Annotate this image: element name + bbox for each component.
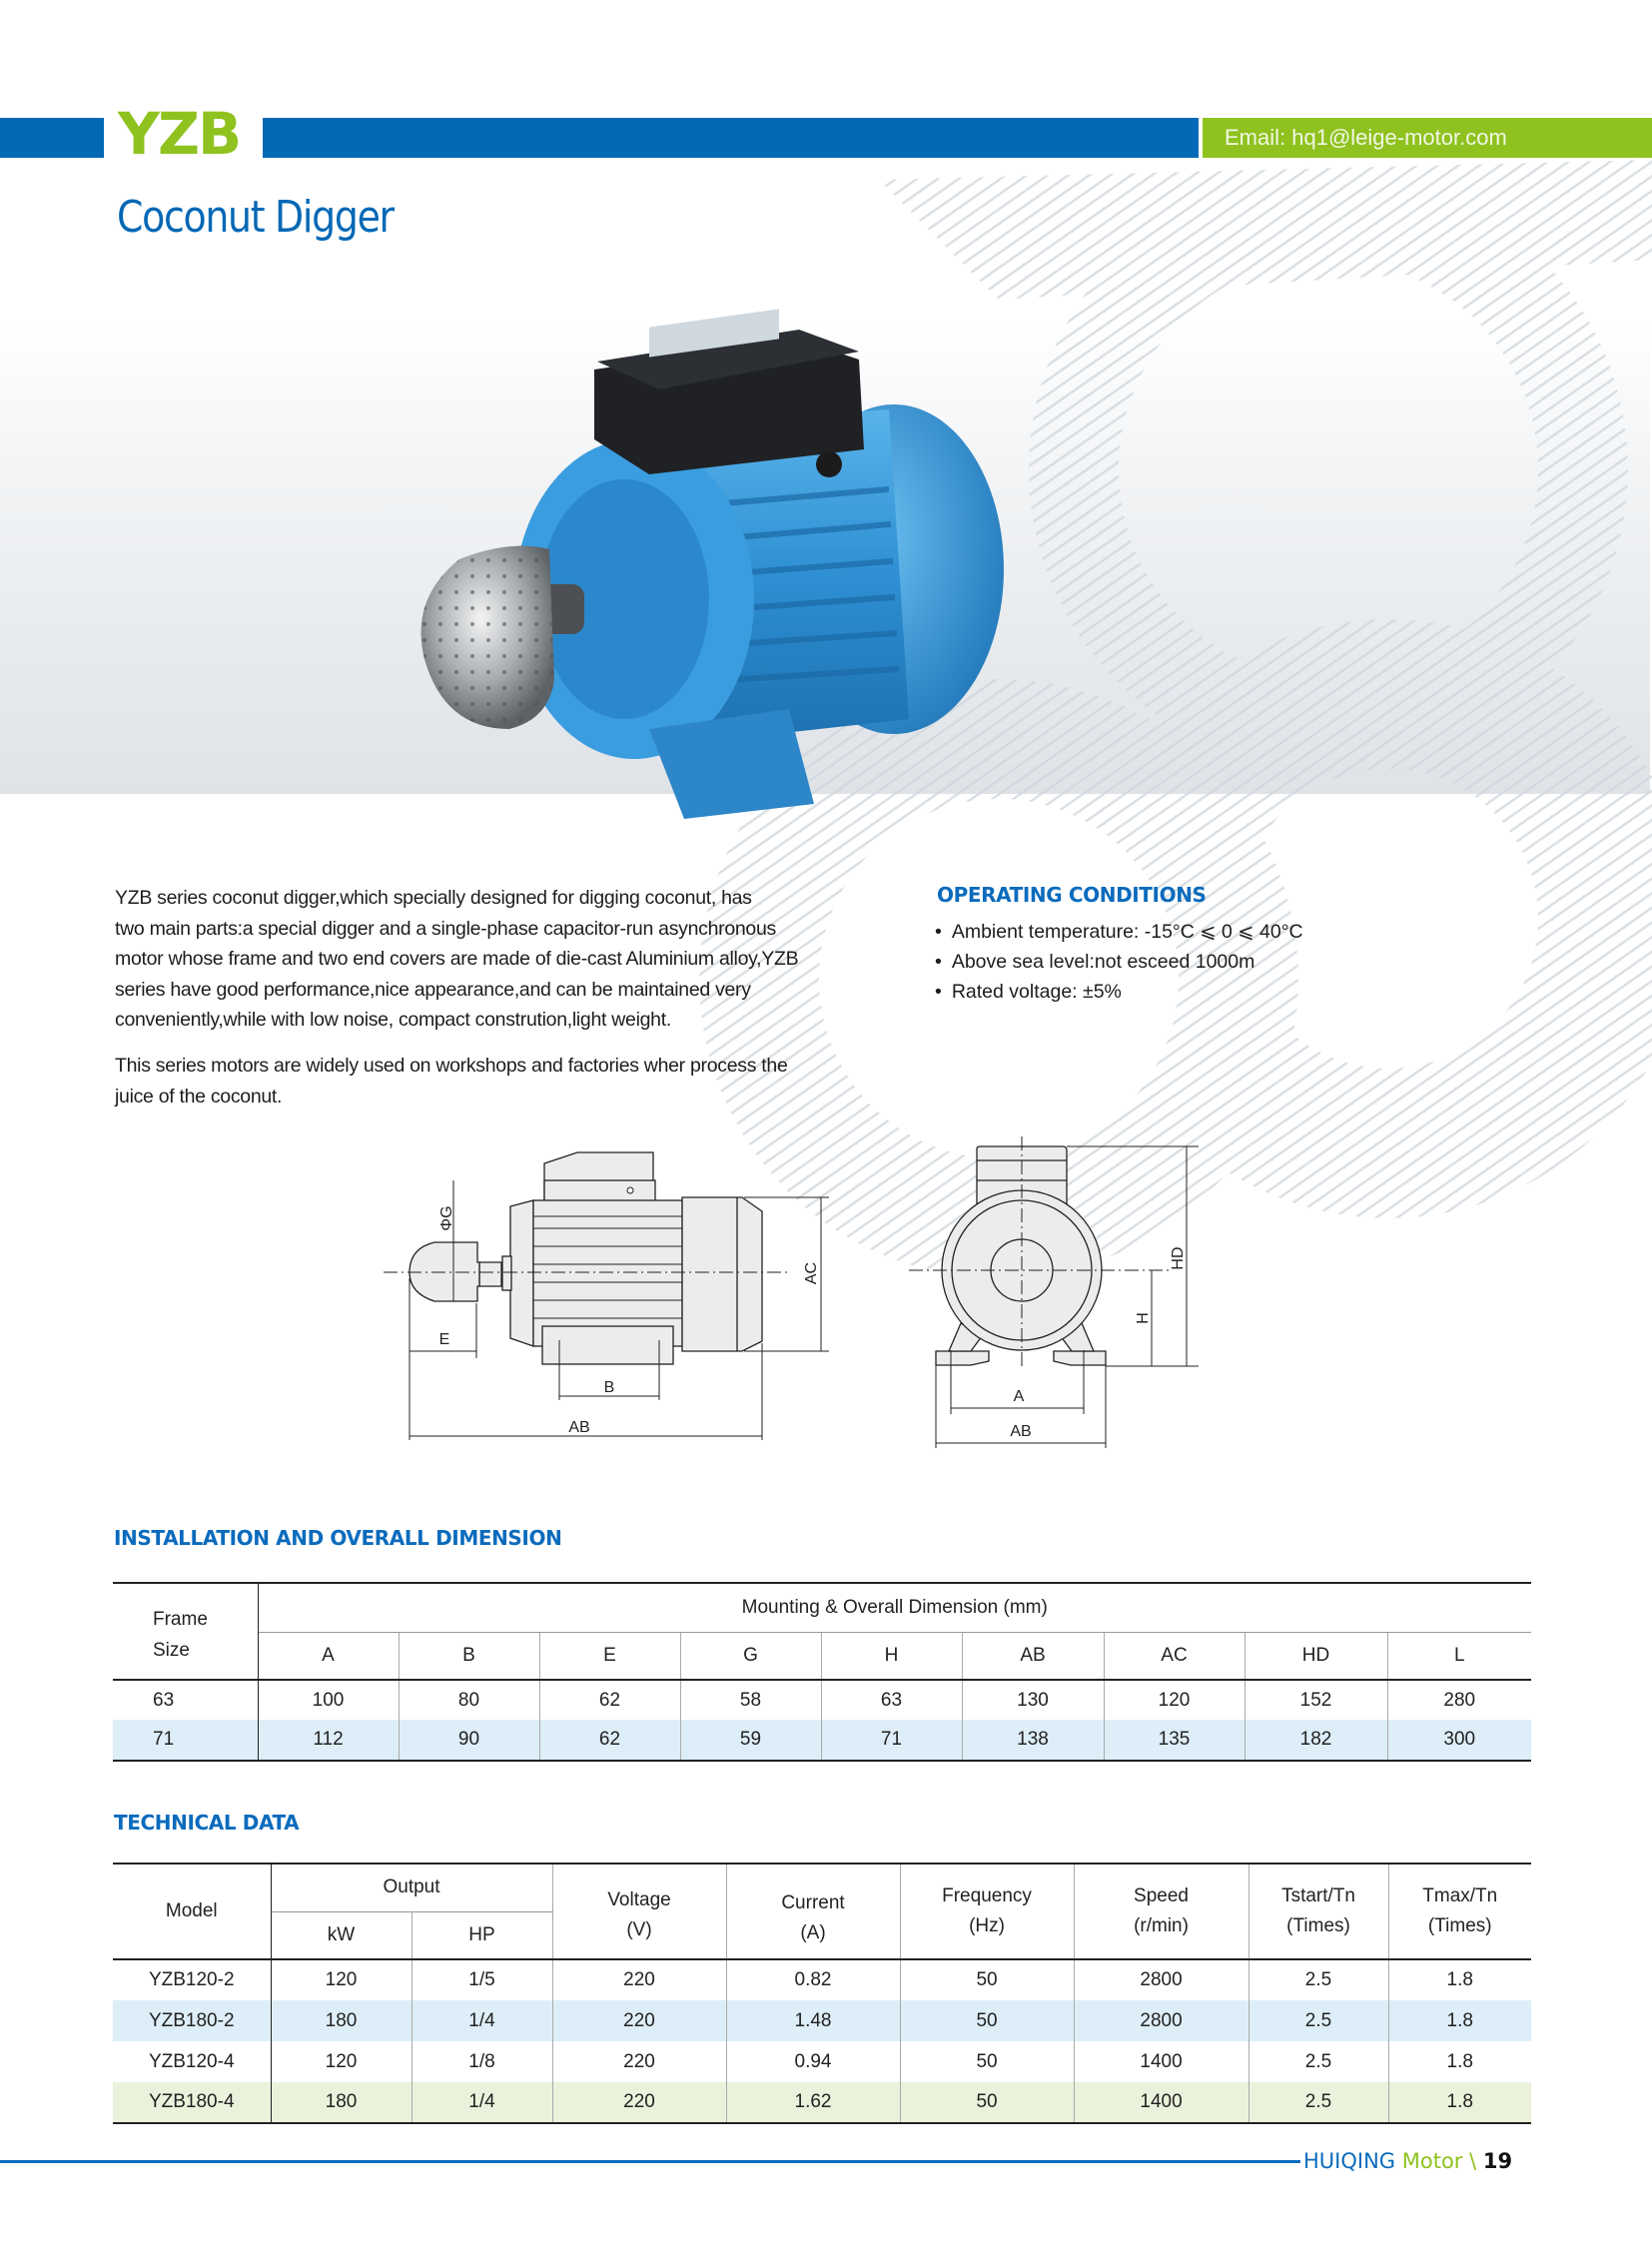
col-header-b: B (399, 1632, 539, 1680)
model-header: Model (113, 1864, 271, 1959)
kw-header: kW (271, 1911, 412, 1959)
dim-label-e: E (438, 1331, 450, 1348)
table-row: YZB180-2 180 1/4 220 1.48 50 2800 2.5 1.8 (113, 2000, 1531, 2041)
col-header-g: G (680, 1632, 821, 1680)
installation-heading: INSTALLATION AND OVERALL DIMENSION (114, 1526, 562, 1550)
table-row: 71 112 90 62 59 71 138 135 182 300 (113, 1720, 1531, 1761)
table-row: YZB120-4 120 1/8 220 0.94 50 1400 2.5 1.8 (113, 2041, 1531, 2082)
col-header-a: A (258, 1632, 399, 1680)
description-paragraph-2: This series motors are widely used on workshops and factories wher process the juice of the coconut. (115, 1055, 788, 1108)
header-bar-left (0, 118, 104, 158)
speed-header: Speed (r/min) (1074, 1864, 1248, 1959)
side-view-dimension-drawing (370, 1119, 829, 1448)
tmax-header: Tmax/Tn (Times) (1422, 1885, 1498, 1936)
table-row: YZB120-2 120 1/5 220 0.82 50 2800 2.5 1.8 (113, 1959, 1531, 2000)
frame-size-header: Frame Size (113, 1583, 258, 1680)
table-row: 63 100 80 62 58 63 130 120 152 280 (113, 1680, 1531, 1720)
condition-item: • Rated voltage: ±5% (933, 977, 1303, 1007)
dim-label-a: A (1013, 1388, 1025, 1405)
col-header-l: L (1453, 1644, 1465, 1666)
dim-label-g: ΦG (438, 1205, 455, 1231)
condition-item: • Ambient temperature: -15°C ⩽ 0 ⩽ 40°C (933, 917, 1303, 947)
current-header: Current (A) (726, 1864, 900, 1959)
technical-data-table (113, 1863, 1531, 2124)
hp-header: HP (412, 1911, 552, 1959)
col-header-e: E (539, 1632, 680, 1680)
product-photo (419, 300, 1059, 819)
footer-brand-primary: HUIQING (1303, 2149, 1396, 2173)
product-title: Coconut Digger (117, 192, 394, 243)
frequency-header: Frequency (Hz) (900, 1864, 1074, 1959)
col-header-ac: AC (1104, 1632, 1244, 1680)
description-paragraph-1: YZB series coconut digger,which specially designed for digging coconut, has two main parts:a special digger and a single-phase capacitor-run asynchronous motor whose frame and two end covers are made of die-cast Aluminium alloy,YZB series have good performance,nice appearance,and can be maintained very conveniently,while with low noise, compact constrution,light weight. (115, 887, 799, 1031)
technical-data-heading: TECHNICAL DATA (114, 1811, 300, 1835)
series-code: YZB (118, 100, 241, 168)
footer-brand (1303, 2145, 1512, 2177)
dim-label-ac: AC (803, 1261, 820, 1285)
operating-conditions-list (933, 917, 1303, 1007)
output-header: Output (271, 1864, 552, 1911)
contact-email[interactable]: Email: hq1@leige-motor.com (1225, 125, 1507, 150)
col-header-hd: HD (1244, 1632, 1387, 1680)
dim-label-ab: AB (568, 1419, 590, 1436)
front-view-dimension-drawing (889, 1119, 1209, 1448)
installation-dimension-table (113, 1582, 1531, 1762)
dim-label-h: H (1135, 1312, 1152, 1324)
footer-separator: \ (1469, 2149, 1477, 2173)
page-number: 19 (1482, 2149, 1513, 2173)
dim-label-ab-front: AB (1010, 1423, 1032, 1440)
footer-brand-secondary: Motor (1401, 2149, 1463, 2173)
col-header-h: H (821, 1632, 962, 1680)
dimension-group-header: Mounting & Overall Dimension (mm) (258, 1583, 1531, 1632)
header-bar-right (263, 118, 1199, 158)
dim-label-b: B (603, 1379, 615, 1396)
footer-rule (0, 2160, 1300, 2163)
col-header-ab: AB (962, 1632, 1104, 1680)
condition-item: • Above sea level:not esceed 1000m (933, 947, 1303, 977)
dim-label-hd: HD (1170, 1246, 1187, 1270)
table-row: YZB180-4 180 1/4 220 1.62 50 1400 2.5 1.8 (113, 2082, 1531, 2123)
operating-conditions-heading: OPERATING CONDITIONS (937, 883, 1207, 907)
voltage-header: Voltage (V) (552, 1864, 726, 1959)
tstart-header: Tstart/Tn (Times) (1248, 1864, 1388, 1959)
